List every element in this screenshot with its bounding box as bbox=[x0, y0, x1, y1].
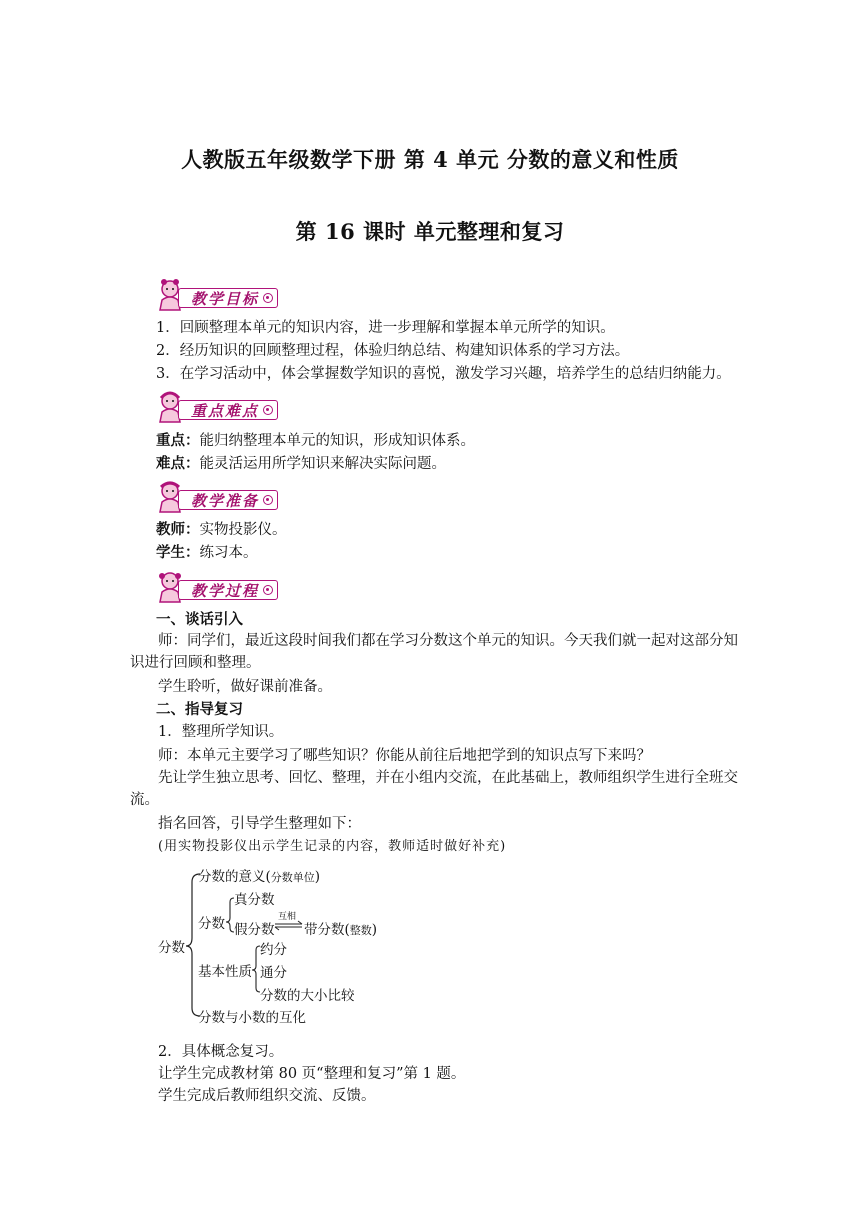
paragraph: 师：同学们，最近这段时间我们都在学习分数这个单元的知识。今天我们就一起对这部分知识进行回顾和整理。 bbox=[130, 633, 738, 671]
badge-process bbox=[156, 576, 280, 602]
section-heading: 二、指导复习 bbox=[156, 701, 243, 718]
badge-goals bbox=[156, 284, 280, 310]
paragraph: 先让学生独立思考、回忆、整理，并在小组内交流，在此基础上，教师组织学生进行全班交流。 bbox=[130, 770, 738, 808]
student-prep: 学生：练习本。 bbox=[156, 544, 258, 561]
flower-icon bbox=[263, 405, 273, 415]
goal-item: 3．在学习活动中，体会掌握数学知识的喜悦，激发学习兴趣，培养学生的总结归纳能力。 bbox=[156, 366, 731, 382]
knowledge-diagram bbox=[156, 862, 416, 1032]
paragraph: 学生聆听，做好课前准备。 bbox=[158, 679, 332, 695]
diagram-node: 约分 bbox=[260, 942, 287, 958]
page-title: 人教版五年级数学下册 第 4 单元 分数的意义和性质 bbox=[181, 147, 679, 172]
flower-icon bbox=[263, 585, 273, 595]
goal-item: 1．回顾整理本单元的知识内容，进一步理解和掌握本单元所学的知识。 bbox=[156, 320, 615, 336]
flower-icon bbox=[263, 293, 273, 303]
badge-preparation bbox=[156, 486, 280, 512]
badge-label: 教学目标 bbox=[191, 290, 260, 308]
diagram-node: 真分数 bbox=[234, 892, 275, 908]
goal-item: 2．经历知识的回顾整理过程，体验归纳总结、构建知识体系的学习方法。 bbox=[156, 343, 630, 359]
diagram-node: 互相 bbox=[278, 912, 297, 922]
list-item: 1．整理所学知识。 bbox=[158, 724, 284, 740]
diagram-node: 分数的大小比较 bbox=[260, 988, 355, 1004]
diagram-node: 基本性质 bbox=[198, 964, 252, 980]
diagram-node: 通分 bbox=[260, 965, 287, 981]
badge-label: 教学过程 bbox=[191, 582, 260, 600]
badge-label: 教学准备 bbox=[191, 492, 260, 510]
badge-key-points bbox=[156, 396, 280, 422]
hard-point: 难点：能灵活运用所学知识来解决实际问题。 bbox=[156, 455, 446, 472]
lesson-subtitle: 第 16 课时 单元整理和复习 bbox=[295, 219, 565, 244]
diagram-root: 分数 bbox=[158, 940, 185, 956]
paragraph: 指名回答，引导学生整理如下： bbox=[158, 816, 361, 832]
paragraph: 学生完成后教师组织交流、反馈。 bbox=[158, 1088, 376, 1104]
diagram-node: 分数的意义(分数单位) bbox=[198, 869, 321, 885]
paragraph: 让学生完成教材第 80 页“整理和复习”第 1 题。 bbox=[158, 1066, 466, 1082]
badge-label: 重点难点 bbox=[191, 402, 260, 420]
flower-icon bbox=[263, 495, 273, 505]
diagram-node: 分数与小数的互化 bbox=[198, 1010, 306, 1026]
diagram-node: 带分数(整数) bbox=[304, 922, 378, 938]
diagram-node: 假分数 bbox=[234, 922, 275, 938]
diagram-node: 分数 bbox=[198, 916, 225, 932]
paragraph-note: (用实物投影仪出示学生记录的内容，教师适时做好补充) bbox=[158, 839, 507, 854]
teacher-prep: 教师：实物投影仪。 bbox=[156, 521, 287, 538]
section-heading: 一、谈话引入 bbox=[156, 611, 243, 628]
key-point: 重点：能归纳整理本单元的知识，形成知识体系。 bbox=[156, 432, 475, 449]
paragraph: 师：本单元主要学习了哪些知识？你能从前往后地把学到的知识点写下来吗？ bbox=[158, 748, 651, 764]
list-item: 2．具体概念复习。 bbox=[158, 1044, 284, 1060]
